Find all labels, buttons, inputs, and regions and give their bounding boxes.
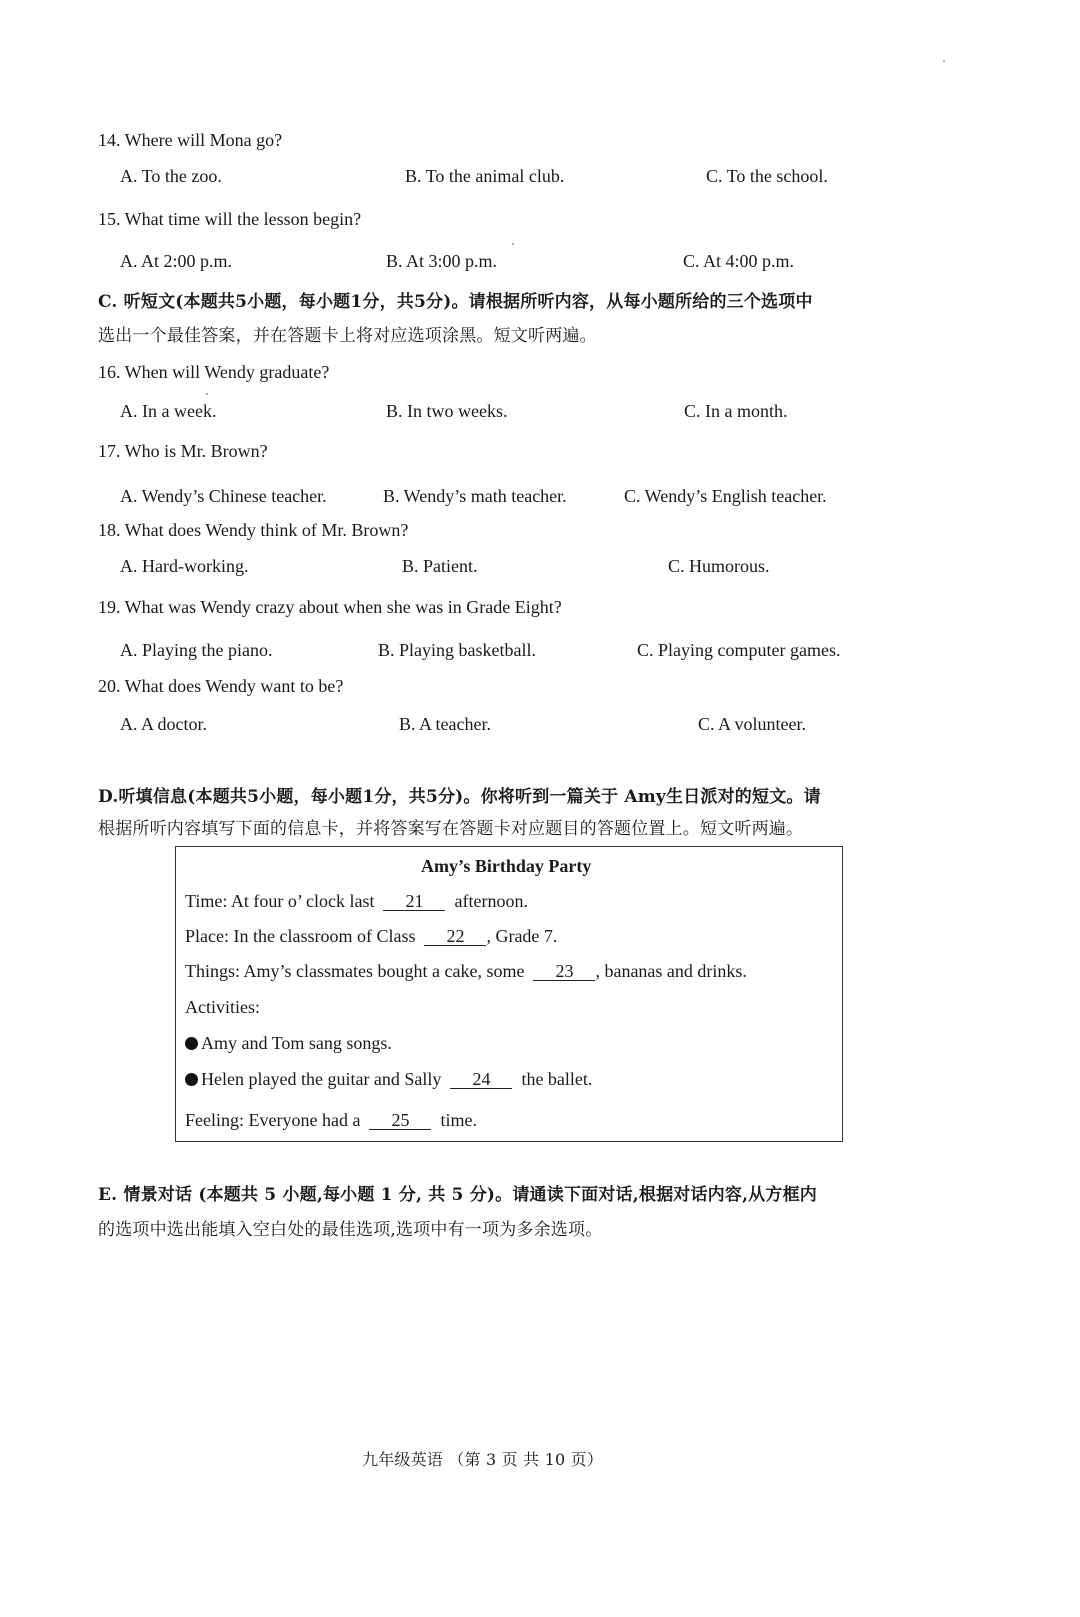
- section-d-text: D.听填信息(本题共5小题，每小题1分，共5分)。你将听到一篇关于 Amy生日派对的短文。请: [98, 787, 821, 807]
- option-18a: A. Hard-working.: [120, 556, 249, 576]
- card-activity-1: [185, 1033, 392, 1054]
- option-16b: B. In two weeks.: [386, 401, 508, 421]
- option-14b: B. To the animal club.: [405, 166, 565, 186]
- option-15b: B. At 3:00 p.m.: [386, 251, 498, 271]
- card-things-row: [185, 961, 747, 982]
- card-activity-2: [185, 1069, 592, 1090]
- scan-speck: [512, 243, 514, 245]
- option-19c: C. Playing computer games.: [637, 640, 841, 660]
- section-c-instructions-line2: 选出一个最佳答案，并在答题卡上将对应选项涂黑。短文听两遍。: [98, 326, 597, 346]
- section-e-text: E. 情景对话 (本题共 5 小题,每小题 1 分, 共 5 分)。请通读下面对话,根据对话内容,从方框内: [98, 1185, 817, 1205]
- card-activities-label: Activities:: [185, 997, 260, 1017]
- section-d-instructions-line2: 根据所听内容填写下面的信息卡，并将答案写在答题卡对应题目的答题位置上。短文听两遍。: [98, 819, 804, 839]
- option-19b: B. Playing basketball.: [378, 640, 536, 660]
- card-feeling-label: Feeling: Everyone had a: [185, 1110, 361, 1130]
- card-place-label: Place: In the classroom of Class: [185, 926, 416, 946]
- card-time-label: Time: At four o’ clock last: [185, 891, 375, 911]
- option-20a: A. A doctor.: [120, 714, 208, 734]
- option-20c: C. A volunteer.: [698, 714, 806, 734]
- section-e-instructions-line1: [98, 1180, 817, 1205]
- question-20: 20. What does Wendy want to be?: [98, 676, 344, 696]
- card-time-suffix: afternoon.: [454, 891, 528, 911]
- option-17c: C. Wendy’s English teacher.: [624, 486, 827, 506]
- option-20b: B. A teacher.: [399, 714, 491, 734]
- option-17b: B. Wendy’s math teacher.: [383, 486, 567, 506]
- blank-25: 25: [369, 1111, 431, 1130]
- option-19a: A. Playing the piano.: [120, 640, 273, 660]
- blank-24: 24: [450, 1070, 512, 1089]
- card-feeling-row: [185, 1110, 477, 1131]
- option-16a: A. In a week.: [120, 401, 217, 421]
- page-footer: 九年级英语 （第 3 页 共 10 页）: [362, 1450, 604, 1469]
- card-title: Amy’s Birthday Party: [421, 856, 592, 876]
- question-14: 14. Where will Mona go?: [98, 130, 283, 150]
- option-14a: A. To the zoo.: [120, 166, 222, 186]
- activity-2-text: Helen played the guitar and Sally: [201, 1069, 442, 1089]
- option-14c: C. To the school.: [706, 166, 828, 186]
- card-feeling-suffix: time.: [440, 1110, 477, 1130]
- blank-21: 21: [383, 892, 445, 911]
- card-place-suffix: , Grade 7.: [486, 926, 558, 946]
- bullet-icon: [185, 1073, 198, 1086]
- option-15c: C. At 4:00 p.m.: [683, 251, 795, 271]
- bullet-icon: [185, 1037, 198, 1050]
- option-15a: A. At 2:00 p.m.: [120, 251, 233, 271]
- section-d-instructions-line1: [98, 782, 821, 807]
- blank-22: 22: [424, 927, 486, 946]
- section-c-instructions-line1: [98, 287, 813, 312]
- question-19: 19. What was Wendy crazy about when she was in Grade Eight?: [98, 597, 562, 617]
- question-15: 15. What time will the lesson begin?: [98, 209, 362, 229]
- scan-speck: [206, 393, 208, 395]
- question-17: 17. Who is Mr. Brown?: [98, 441, 268, 461]
- question-18: 18. What does Wendy think of Mr. Brown?: [98, 520, 409, 540]
- card-things-label: Things: Amy’s classmates bought a cake, some: [185, 961, 525, 981]
- activity-1-text: Amy and Tom sang songs.: [201, 1033, 392, 1053]
- scan-speck: [943, 60, 945, 62]
- activity-2-suffix: the ballet.: [521, 1069, 593, 1089]
- card-place-row: [185, 926, 557, 947]
- blank-23: 23: [533, 962, 595, 981]
- question-16: 16. When will Wendy graduate?: [98, 362, 330, 382]
- section-c-text: C. 听短文(本题共5小题，每小题1分，共5分)。请根据所听内容，从每小题所给的三个选项中: [98, 292, 813, 312]
- option-16c: C. In a month.: [684, 401, 788, 421]
- option-17a: A. Wendy’s Chinese teacher.: [120, 486, 327, 506]
- option-18b: B. Patient.: [402, 556, 478, 576]
- card-things-suffix: , bananas and drinks.: [595, 961, 747, 981]
- option-18c: C. Humorous.: [668, 556, 770, 576]
- card-time-row: [185, 891, 528, 912]
- section-e-instructions-line2: 的选项中选出能填入空白处的最佳选项,选项中有一项为多余选项。: [98, 1220, 603, 1240]
